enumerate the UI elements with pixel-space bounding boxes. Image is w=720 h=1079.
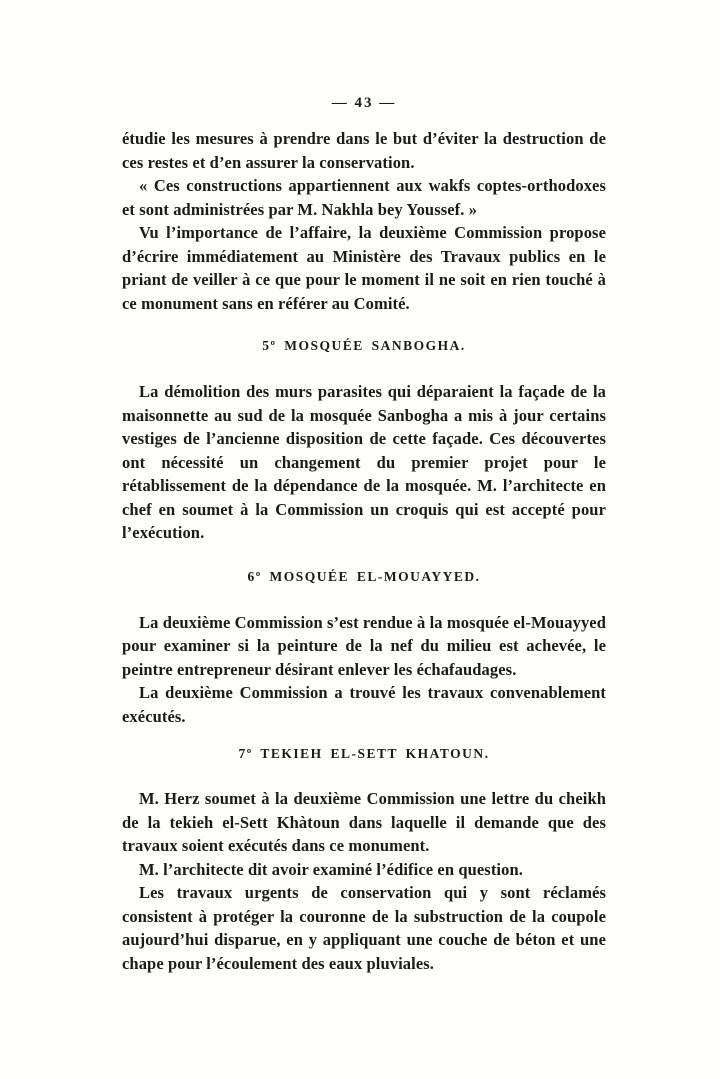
paragraph-intro-2: « Ces constructions appartiennent aux wakfs coptes-orthodoxes et sont administrées par M. Nakhla bey Youssef. » — [122, 176, 606, 219]
paragraph-khatoun-2: M. l’architecte dit avoir examiné l’édifice en question. — [139, 859, 523, 879]
paragraph-khatoun-1: M. Herz soumet à la deuxième Commission une lettre du cheikh de la tekieh el-Sett Khàtoun dans laquelle il demande que des travaux soient exécutés dans ce monument. — [122, 789, 606, 855]
paragraph-khatoun-3: Les travaux urgents de conservation qui y sont réclamés consistent à protéger la couronne de la substruction de la coupole aujourd’hui disparue, en y appliquant une couche de béton et une chape pour l’écoulement des eaux pluviales. — [122, 883, 606, 973]
section-heading-mosquee-sanbogha: 5º MOSQUÉE SANBOGHA. — [262, 338, 466, 353]
section-heading-tekieh-el-sett-khatoun: 7º TEKIEH EL-SETT KHATOUN. — [238, 746, 490, 761]
paragraph-intro-1: étudie les mesures à prendre dans le but d’éviter la destruction de ces restes et d’en assurer la conservation. — [122, 129, 606, 172]
text-column — [122, 95, 606, 975]
paragraph-el-mouayyed-1: La deuxième Commission s’est rendue à la mosquée el-Mouayyed pour examiner si la peinture de la nef du milieu est achevée, le peintre entrepreneur désirant enlever les échafaudages. — [122, 612, 606, 679]
section-heading-mosquee-el-mouayyed: 6º MOSQUÉE EL-MOUAYYED. — [247, 568, 481, 584]
paragraph-sanbogha-1: La démolition des murs parasites qui déparaient la façade de la maisonnette au sud de la mosquée Sanbogha a mis à jour certains vestiges de l’ancienne disposition de cette façade. Ces découvertes ont nécessité un changement du premier projet pour le rétablissement de la dépendance de la mosquée. M. l’architecte en chef en soumet à la Commission un croquis qui est accepté pour l’exécution. — [122, 382, 606, 542]
page-number: — 43 — — [331, 95, 397, 111]
paragraph-el-mouayyed-2: La deuxième Commission a trouvé les travaux convenablement exécutés. — [122, 683, 606, 726]
paragraph-intro-3: Vu l’importance de l’affaire, la deuxième Commission propose d’écrire immédiatement au Ministère des Travaux publics en le priant de veiller à ce que pour le moment il ne soit en rien touché à ce monument sans en référer au Comité. — [122, 223, 606, 313]
